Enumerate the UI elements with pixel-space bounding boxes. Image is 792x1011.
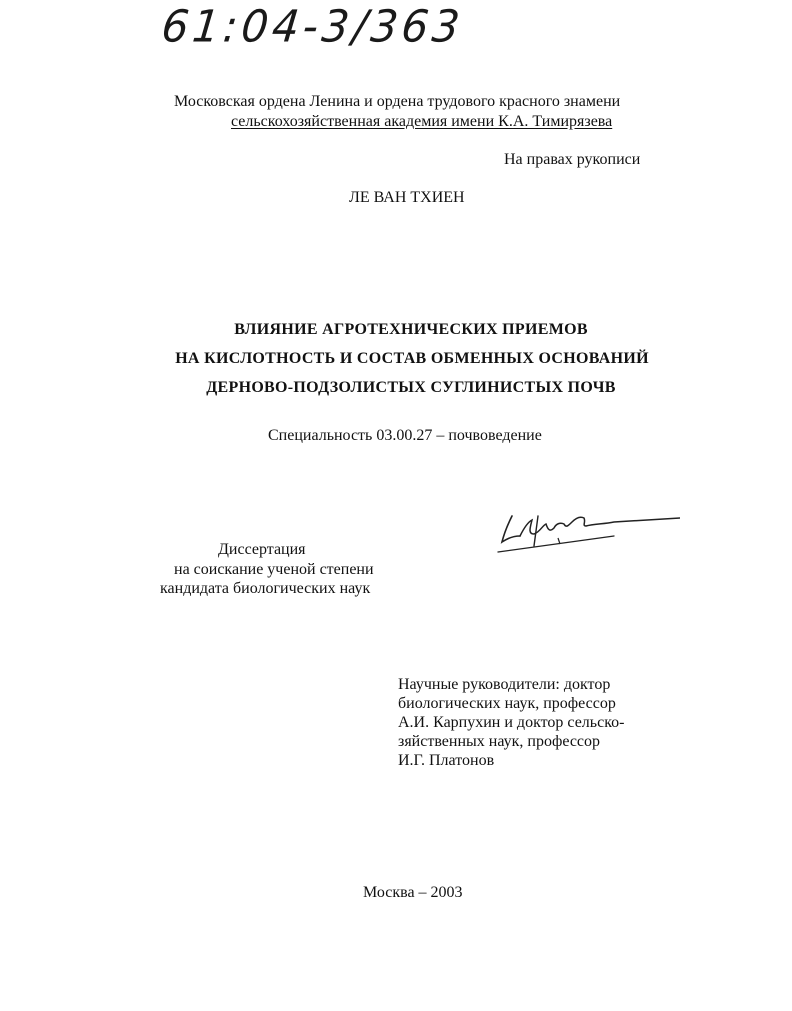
- institution-line-1: Московская ордена Ленина и ордена трудового красного знамени: [174, 93, 621, 110]
- supervisors-line-1: Научные руководители: доктор: [398, 676, 611, 693]
- author-name: ЛЕ ВАН ТХИЕН: [349, 189, 465, 206]
- signature-image: [494, 502, 680, 562]
- title-line-2: НА КИСЛОТНОСТЬ И СОСТАВ ОБМЕННЫХ ОСНОВАНИЙ: [175, 350, 649, 367]
- specialty-line: Специальность 03.00.27 – почвоведение: [268, 427, 542, 444]
- supervisors-block: [398, 675, 624, 770]
- supervisors-line-2: биологических наук, профессор: [398, 695, 616, 712]
- rights-note: На правах рукописи: [504, 151, 641, 168]
- title-line-1: ВЛИЯНИЕ АГРОТЕХНИЧЕСКИХ ПРИЕМОВ: [234, 321, 588, 338]
- title-line-3: ДЕРНОВО-ПОДЗОЛИСТЫХ СУГЛИНИСТЫХ ПОЧВ: [206, 379, 616, 396]
- supervisors-line-5: И.Г. Платонов: [398, 752, 495, 769]
- supervisors-line-4: зяйственных наук, профессор: [398, 733, 601, 750]
- city-year: Москва – 2003: [363, 884, 463, 901]
- dissertation-line-2: на соискание ученой степени: [174, 561, 374, 578]
- handwritten-archive-number: 61:04-3/363: [159, 0, 466, 53]
- institution-line-2: сельскохозяйственная академия имени К.А. Тимирязева: [231, 113, 613, 130]
- dissertation-line-3: кандидата биологических наук: [160, 580, 371, 597]
- dissertation-line-1: Диссертация: [218, 541, 306, 558]
- supervisors-line-3: А.И. Карпухин и доктор сельско-: [398, 714, 625, 731]
